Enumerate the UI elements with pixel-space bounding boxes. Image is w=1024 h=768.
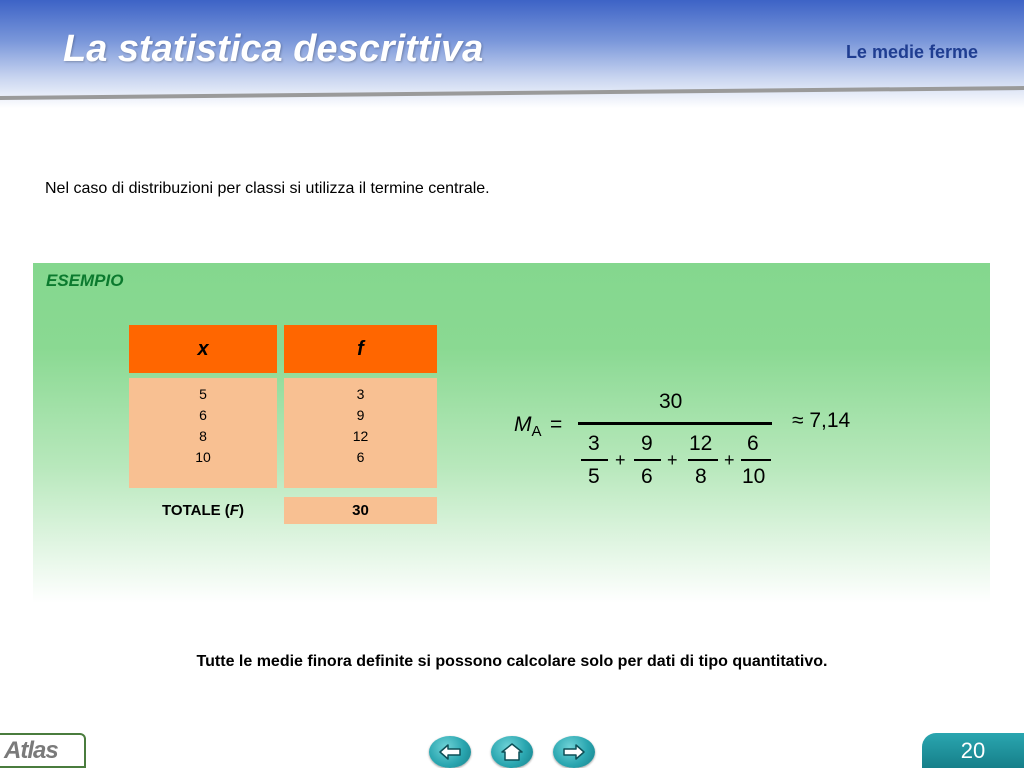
plus-sign: + <box>724 450 735 470</box>
total-value: 30 <box>284 497 437 524</box>
table-cell: 10 <box>195 449 211 465</box>
intro-text: Nel caso di distribuzioni per classi si utilizza il termine centrale. <box>45 180 490 197</box>
formula-equals: = <box>550 413 563 436</box>
term-denominator: 8 <box>695 465 707 488</box>
total-label-prefix: TOTALE ( <box>162 502 230 519</box>
example-label: ESEMPIO <box>46 271 124 290</box>
formula-symbol <box>514 413 542 440</box>
column-f-values <box>284 378 437 488</box>
column-header-x: x <box>129 325 277 373</box>
term-fraction-bar <box>581 459 608 461</box>
table-cell: 5 <box>199 386 207 402</box>
term-numerator: 12 <box>689 432 713 455</box>
formula-numerator: 30 <box>659 390 683 413</box>
plus-sign: + <box>615 450 626 470</box>
arrow-left-icon <box>438 743 462 761</box>
formula-symbol-letter: M <box>514 413 532 436</box>
table-cell: 6 <box>199 407 207 423</box>
total-label-variable: F <box>229 502 239 519</box>
formula-result: ≈ 7,14 <box>792 409 851 432</box>
term-fraction-bar <box>741 459 771 461</box>
arrow-right-icon <box>562 743 586 761</box>
column-x-values <box>129 378 277 488</box>
footer-note: Tutte le medie finora definite si possono calcolare solo per dati di tipo quantitativo. <box>196 653 828 670</box>
home-button[interactable] <box>491 736 533 768</box>
back-button[interactable] <box>429 736 471 768</box>
table-cell: 9 <box>356 407 365 423</box>
header-divider <box>0 86 1024 106</box>
term-denominator: 5 <box>588 465 600 488</box>
table-cell: 8 <box>199 428 207 444</box>
formula-subscript: A <box>531 423 542 441</box>
column-header-f: f <box>284 325 437 373</box>
plus-sign: + <box>667 450 678 470</box>
header-banner <box>0 0 1024 108</box>
term-numerator: 6 <box>747 432 759 455</box>
total-label-suffix: ) <box>238 502 244 519</box>
home-icon <box>500 742 524 762</box>
publisher-logo: Atlas <box>0 733 86 768</box>
term-denominator: 10 <box>742 465 766 488</box>
harmonic-mean-formula <box>510 385 880 495</box>
total-label <box>129 497 277 524</box>
presentation-title: La statistica descrittiva <box>63 28 484 70</box>
table-cell: 3 <box>356 386 365 402</box>
term-denominator: 6 <box>641 465 653 488</box>
term-fraction-bar <box>634 459 661 461</box>
main-fraction-bar <box>578 422 772 425</box>
term-numerator: 3 <box>588 432 600 455</box>
page-number: 20 <box>922 733 1024 768</box>
forward-button[interactable] <box>553 736 595 768</box>
term-numerator: 9 <box>641 432 653 455</box>
section-title: Le medie ferme <box>845 42 978 62</box>
table-cell: 6 <box>356 449 365 465</box>
table-cell: 12 <box>352 428 369 444</box>
term-fraction-bar <box>688 459 718 461</box>
